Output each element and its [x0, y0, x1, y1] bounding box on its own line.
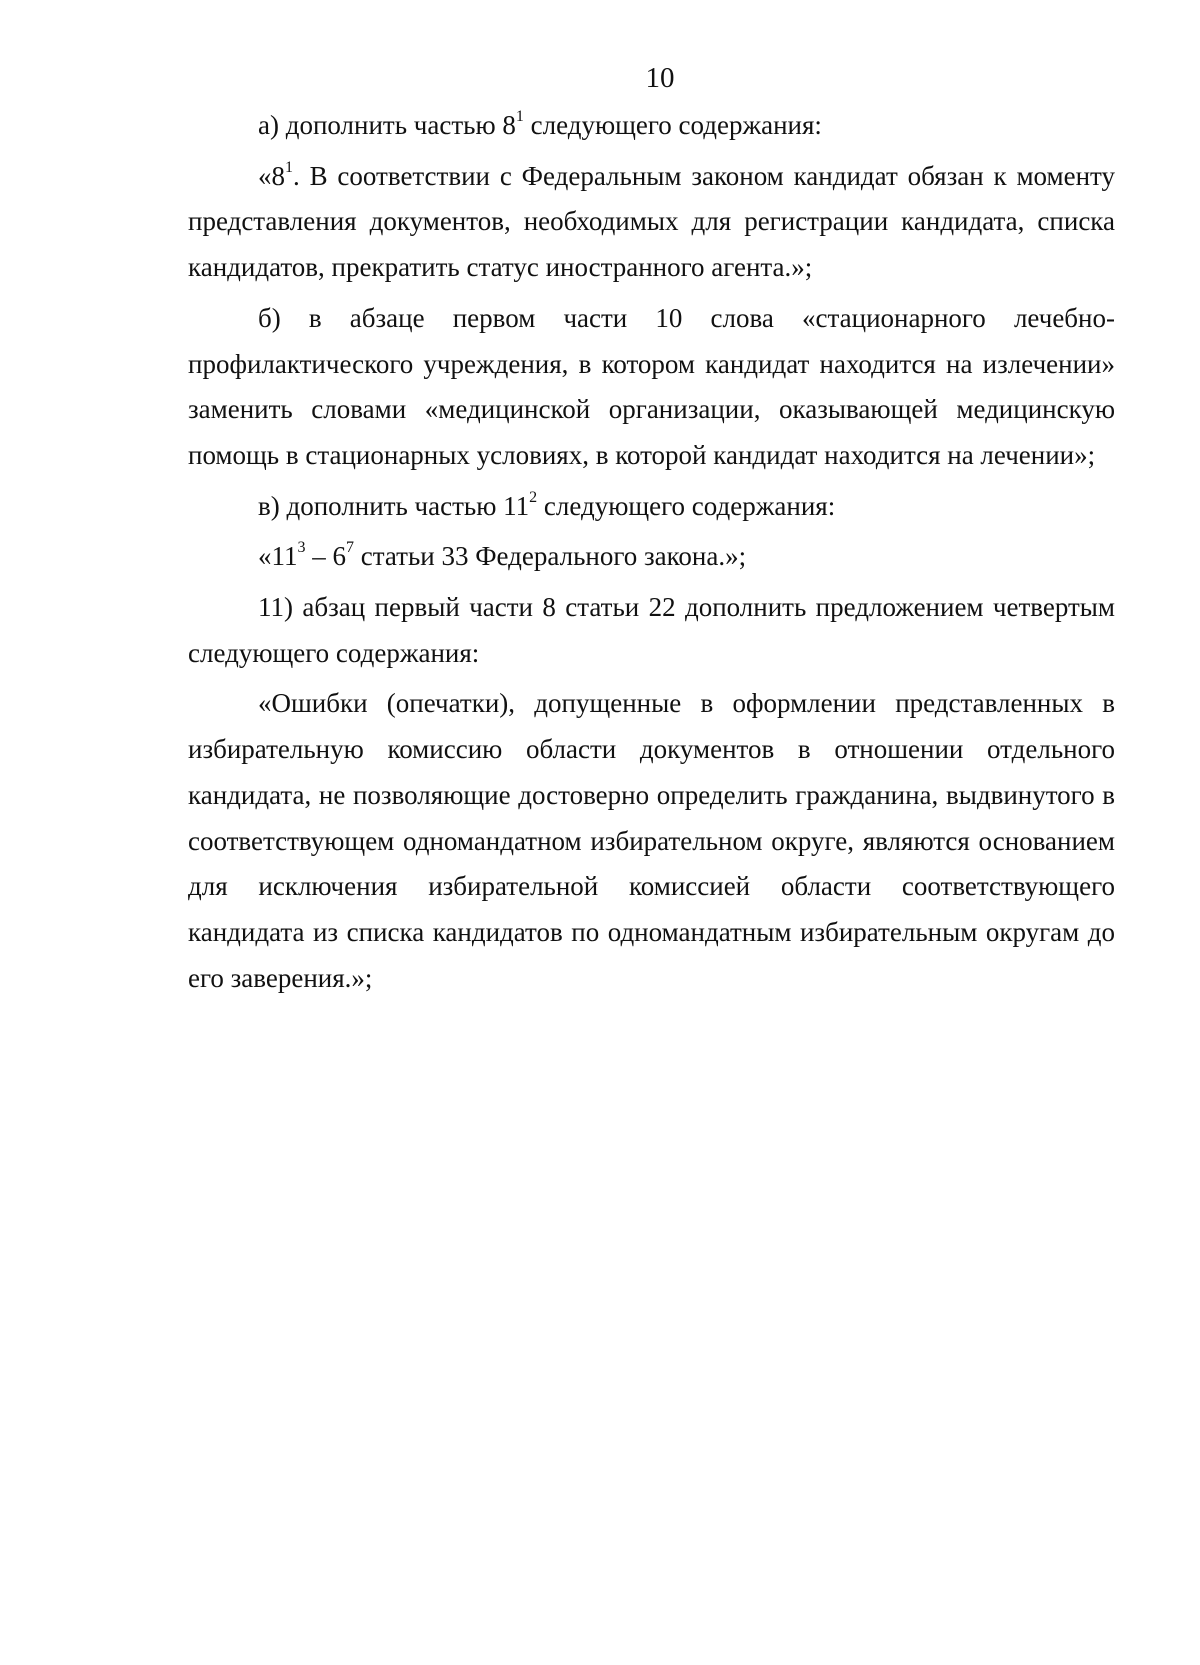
paragraph-11: 11) абзац первый части 8 статьи 22 дополнить предложением четвертым следующего содержания:: [188, 592, 1115, 668]
superscript: 2: [529, 488, 538, 506]
superscript: 7: [346, 539, 354, 557]
document-body: [188, 103, 1115, 1001]
superscript: 1: [515, 108, 524, 125]
paragraph-v: в) дополнить частью $11^2$ следующего содержания:: [258, 488, 836, 521]
page-number: 10: [645, 62, 675, 94]
superscript: 3: [297, 539, 306, 557]
paragraph-8-1: «$8^1$. В соответствии с Федеральным законом кандидат обязан к моменту представления документов, необходимых для регистрации кандидата, списка кандидатов, прекратить статус иностранного агента.»;: [188, 158, 1115, 283]
paragraph-errors: «Ошибки (опечатки), допущенные в оформлении представленных в избирательную комиссию области документов в отношении отдельного кандидата, не позволяющие достоверно определить гражданина, выдвинутого в соответствующем одномандатном избирательном округе, являются основанием для исключения избирательной комиссией области соответствующего кандидата из списка кандидатов по одномандатным избирательным округам до его заверения.»;: [188, 688, 1115, 993]
superscript: 1: [285, 158, 293, 176]
paragraph-b: б) в абзаце первом части 10 слова «стационарного лечебно-профилактического учреждения, в котором кандидат находится на излечении» заменить словами «медицинской организации, оказывающей медицинскую помощь в стационарных условиях, в которой кандидат находится на лечении»;: [188, 302, 1115, 470]
paragraph-11-2: «$11^3 - 6^7$ статьи 33 Федерального закона.»;: [258, 539, 747, 572]
paragraph-a: а) дополнить частью $8^1$ следующего содержания:: [258, 108, 822, 140]
